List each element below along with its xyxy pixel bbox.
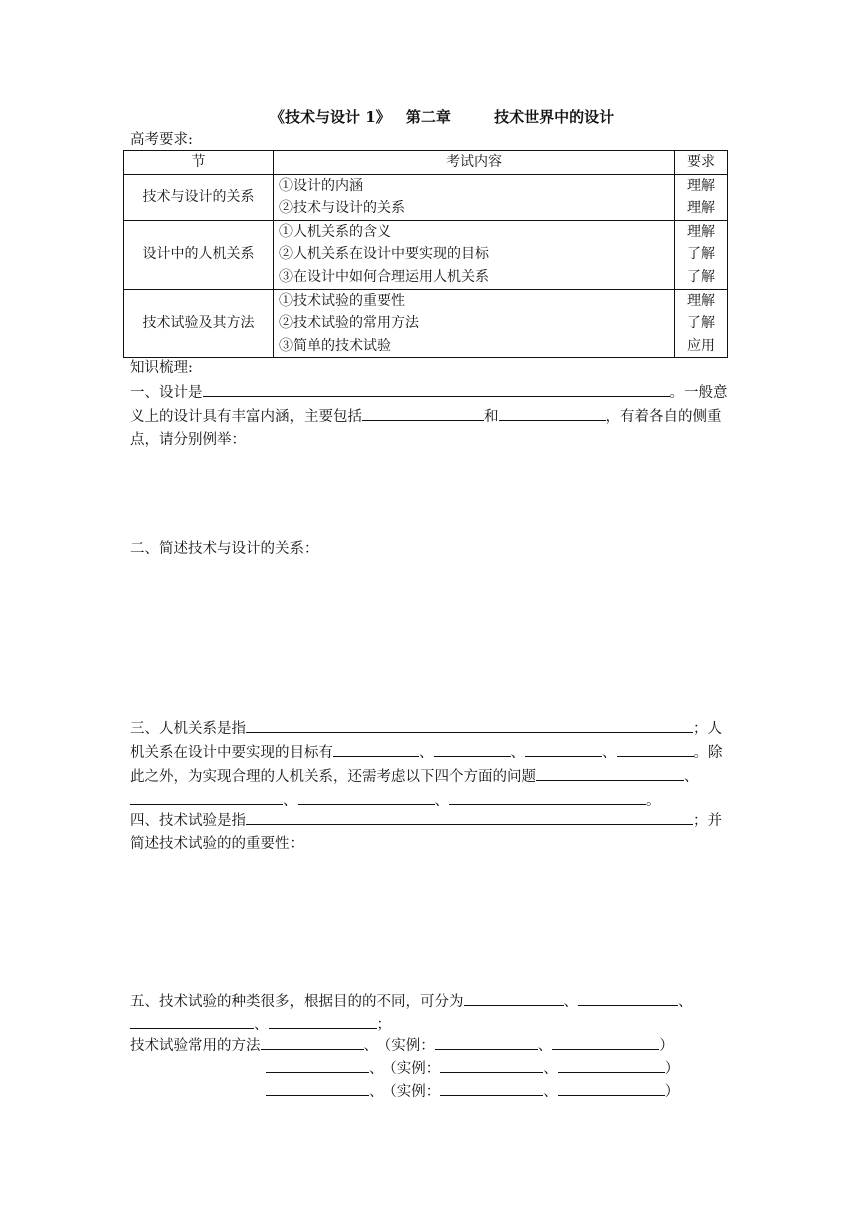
method-blank-1[interactable] [261, 1034, 364, 1050]
q1-text-e: ，有着各自的侧重 [605, 409, 722, 425]
level-item: 理解 [687, 177, 715, 194]
separator: 、 [543, 1061, 558, 1077]
requirements-table [123, 150, 728, 358]
example-open: （实例： [389, 1084, 441, 1100]
level-item: 了解 [687, 246, 715, 263]
content-item: ③简单的技术试验 [279, 337, 391, 354]
separator: 、 [543, 1084, 558, 1100]
q5-line2 [130, 1013, 391, 1036]
q3-text-d: 。除 [693, 745, 723, 761]
q1-text-c: 义上的设计具有丰富内涵，主要包括 [130, 409, 362, 425]
methods-label: 技术试验常用的方法 [130, 1038, 261, 1054]
requirements-label: 高考要求: [130, 132, 193, 148]
example-blank-3a[interactable] [440, 1080, 543, 1096]
content-item: ②技术与设计的关系 [279, 200, 405, 217]
row-contents [274, 220, 675, 289]
q5-methods-row-3 [266, 1080, 679, 1103]
q3-text-f: 。 [646, 793, 661, 809]
row-section: 技术与设计的关系 [124, 174, 274, 220]
q3-goal-blank-3[interactable] [525, 741, 602, 757]
q5-type-blank-2[interactable] [578, 990, 678, 1006]
q1-line1 [130, 381, 728, 404]
q5-type-blank-1[interactable] [464, 990, 564, 1006]
row-section: 技术试验及其方法 [124, 289, 274, 358]
q1-line3: 点，请分别例举： [130, 432, 246, 448]
separator: 、 [602, 745, 617, 761]
example-close: ） [664, 1061, 680, 1077]
q3-text-a: 三、人机关系是指 [130, 721, 246, 737]
title-chapter: 第二章 [405, 108, 451, 126]
q2-line: 二、简述技术与设计的关系： [130, 541, 319, 557]
q5-methods-row-2 [266, 1057, 679, 1080]
level-item: 理解 [687, 200, 715, 217]
q4-text-b: ；并 [693, 813, 722, 829]
example-blank-2b[interactable] [558, 1057, 665, 1073]
row-levels [675, 174, 728, 220]
separator: 、 [434, 793, 449, 809]
knowledge-label: 知识梳理: [130, 360, 193, 376]
q3-text-c: 机关系在设计中要实现的目标有 [130, 745, 333, 761]
content-item: ③在设计中如何合理运用人机关系 [279, 268, 489, 285]
q5-type-blank-4[interactable] [269, 1013, 377, 1029]
q3-line1 [130, 717, 722, 740]
separator: 、 [369, 1084, 384, 1100]
q3-text-b: ；人 [693, 721, 722, 737]
q5-text-a: 五、技术试验的种类很多，根据目的的不同，可分为 [130, 994, 464, 1010]
table-row [124, 174, 728, 220]
separator: 、 [684, 769, 699, 785]
q3-line3 [130, 765, 699, 788]
separator: 、 [419, 745, 434, 761]
table-row [124, 220, 728, 289]
q1-answer-blank-1[interactable] [203, 381, 670, 397]
table-header-row [124, 151, 728, 175]
content-item: ①技术试验的重要性 [279, 292, 405, 309]
level-item: 理解 [687, 223, 715, 240]
q3-aspect-blank-3[interactable] [298, 789, 435, 805]
example-open: （实例： [389, 1061, 441, 1077]
level-item: 了解 [687, 268, 715, 285]
example-close: ） [664, 1084, 680, 1100]
q5-type-blank-3[interactable] [130, 1013, 254, 1029]
level-item: 理解 [687, 292, 715, 309]
method-blank-3[interactable] [266, 1080, 369, 1096]
separator: 、 [363, 1038, 378, 1054]
q4-line2: 简述技术试验的的重要性： [130, 836, 304, 852]
row-levels [675, 289, 728, 358]
table-row [124, 289, 728, 358]
level-item: 应用 [687, 337, 715, 354]
separator: 、 [563, 994, 578, 1010]
header-level: 要求 [675, 151, 728, 175]
q3-goal-blank-1[interactable] [333, 741, 419, 757]
title-topic: 技术世界中的设计 [494, 108, 615, 126]
example-blank-1b[interactable] [552, 1034, 659, 1050]
row-levels [675, 220, 728, 289]
example-blank-2a[interactable] [440, 1057, 543, 1073]
example-open: （实例： [384, 1038, 435, 1054]
q1-text-a: 一、设计是 [130, 385, 203, 401]
q3-goal-blank-4[interactable] [617, 741, 694, 757]
q3-text-e: 此之外，为实现合理的人机关系，还需考虑以下四个方面的问题 [130, 769, 536, 785]
content-item: ①设计的内涵 [279, 177, 363, 194]
q4-line1 [130, 809, 722, 832]
q5-methods-row-1 [130, 1034, 674, 1057]
q1-text-b: 。一般意 [669, 385, 728, 401]
content-item: ②人机关系在设计中要实现的目标 [279, 246, 489, 263]
row-section: 设计中的人机关系 [124, 220, 274, 289]
separator: 、 [369, 1061, 384, 1077]
level-item: 了解 [687, 315, 715, 332]
header-section: 节 [124, 151, 274, 175]
separator: 、 [283, 793, 298, 809]
separator: 、 [254, 1017, 269, 1033]
content-item: ②技术试验的常用方法 [279, 315, 419, 332]
q3-aspect-blank-2[interactable] [130, 789, 283, 805]
example-blank-3b[interactable] [558, 1080, 665, 1096]
row-contents [274, 289, 675, 358]
method-blank-2[interactable] [266, 1057, 369, 1073]
separator: 、 [678, 994, 693, 1010]
q3-line2 [130, 741, 723, 764]
q4-text-a: 四、技术试验是指 [130, 813, 246, 829]
separator: 、 [537, 1038, 553, 1054]
row-contents [274, 174, 675, 220]
example-close: ） [659, 1038, 674, 1054]
q1-text-d: 和 [484, 409, 499, 425]
document-title [270, 106, 614, 128]
content-item: ①人机关系的含义 [279, 223, 391, 240]
separator: 、 [510, 745, 525, 761]
q3-aspect-blank-4[interactable] [449, 789, 646, 805]
title-book: 《技术与设计 1》 [270, 108, 391, 126]
q3-answer-blank-1[interactable] [246, 717, 693, 733]
q3-aspect-blank-1[interactable] [536, 765, 684, 781]
q4-answer-blank[interactable] [246, 809, 693, 825]
q1-answer-blank-2[interactable] [362, 405, 484, 421]
q5-text-b: ； [376, 1017, 391, 1033]
example-blank-1a[interactable] [435, 1034, 538, 1050]
q1-answer-blank-3[interactable] [499, 405, 606, 421]
q5-line1 [130, 990, 693, 1013]
q1-line2 [130, 405, 722, 428]
q3-goal-blank-2[interactable] [434, 741, 511, 757]
header-content: 考试内容 [274, 151, 675, 175]
